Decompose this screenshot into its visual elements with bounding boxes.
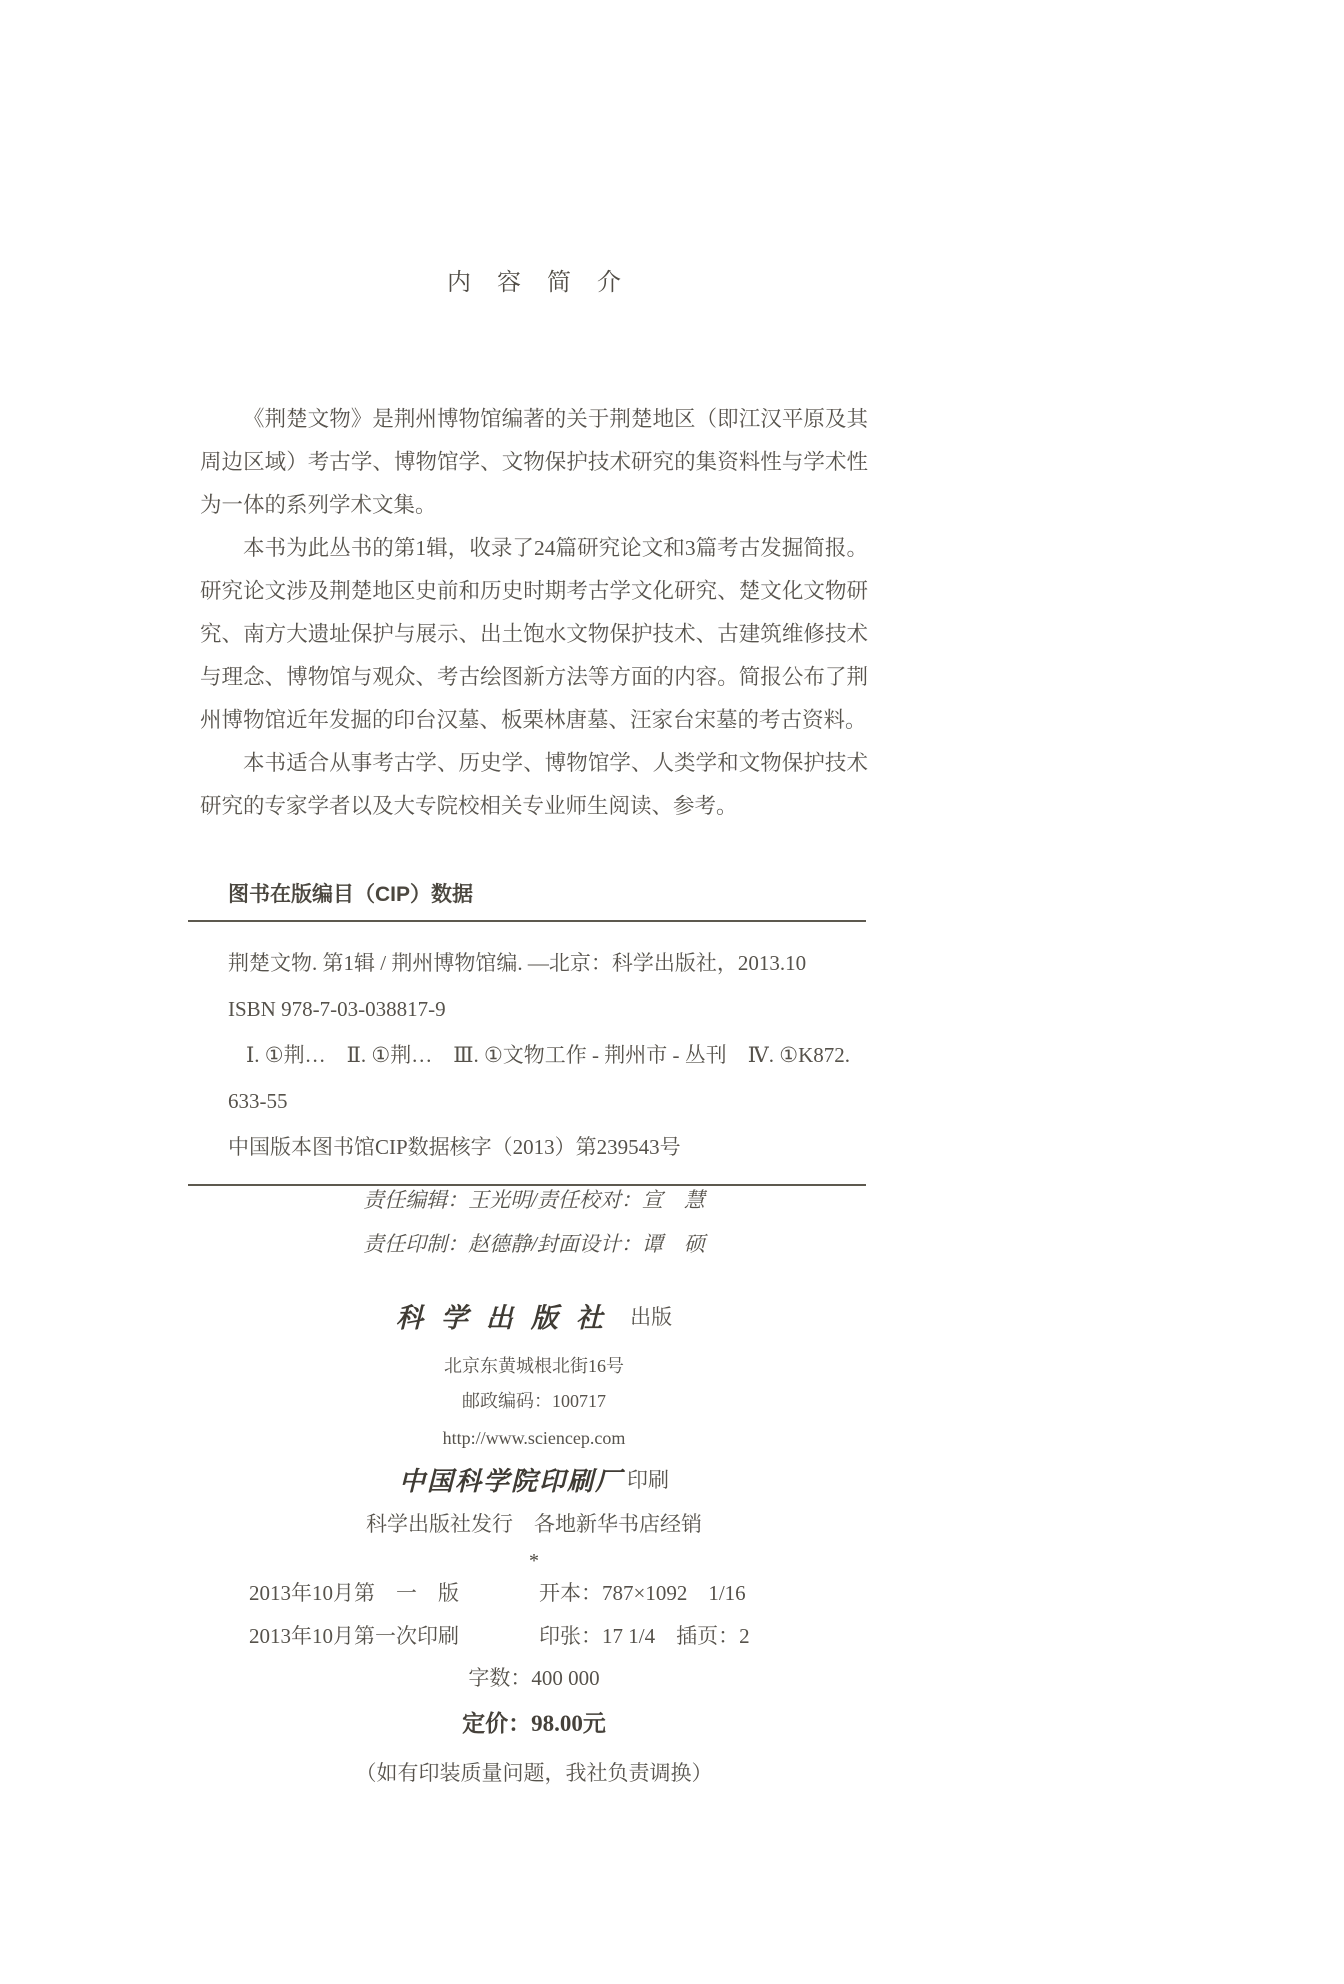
intro-paragraph: 本书为此丛书的第1辑，收录了24篇研究论文和3篇考古发掘简报。研究论文涉及荆楚地区史前和历史时期考古学文化研究、楚文化文物研究、南方大遗址保护与展示、出土饱水文物保护技术、古建筑维修技术与理念、博物馆与观众、考古绘图新方法等方面的内容。简报公布了荆州博物馆近年发掘的印台汉墓、板栗林唐墓、汪家台宋墓的考古资料。 [200,536,868,732]
publisher-name-suffix: 出版 [630,1305,673,1329]
cip-classification-continuation: 633-55 [228,1089,288,1113]
publisher-block [200,1296,868,1578]
distribution-line: 科学出版社发行 各地新华书店经销 [366,1512,702,1536]
word-count-line: 字数：400 000 [468,1666,600,1690]
printer-line [200,1461,868,1498]
publisher-postcode: 邮政编码：100717 [462,1391,606,1411]
cip-data-block [188,878,866,1186]
cip-title-line: 荆楚文物. 第1辑 / 荆州博物馆编. —北京：科学出版社，2013.10 [228,951,807,975]
credits-printing-line: 责任印制：赵德静/封面设计：谭 硕 [363,1232,705,1256]
quality-note: （如有印装质量问题，我社负责调换） [355,1761,713,1785]
publisher-logotype: 科学出版社 [395,1303,621,1333]
colophon-row [200,1572,868,1615]
content-intro-body [200,398,868,828]
credits-editor-line: 责任编辑：王光明/责任校对：宣 慧 [363,1188,705,1212]
printing-line: 2013年10月第一次印刷 [249,1624,459,1648]
cip-record-number-line: 中国版本图书馆CIP数据核字（2013）第239543号 [228,1135,681,1159]
intro-paragraph: 本书适合从事考古学、历史学、博物馆学、人类学和文物保护技术研究的专家学者以及大专院校相关专业师生阅读、参考。 [200,751,868,818]
colophon-row [200,1615,868,1658]
format-line: 开本：787×1092 1/16 [539,1581,746,1605]
separator-asterisk: * [529,1550,539,1572]
price-line: 定价：98.00元 [462,1711,606,1736]
staff-credits [200,1178,868,1266]
publisher-url: http://www.sciencep.com [442,1428,626,1448]
printer-logotype: 中国科学院印刷厂 [398,1467,623,1496]
printer-suffix: 印刷 [627,1468,669,1492]
colophon-block [200,1572,868,1795]
publisher-name-line [200,1296,868,1335]
publisher-address: 北京东黄城根北街16号 [444,1356,624,1376]
cip-isbn-line: ISBN 978-7-03-038817-9 [228,997,446,1021]
content-intro-heading: 内容简介 [447,270,647,296]
cip-classification-line: Ⅰ. ①荆… Ⅱ. ①荆… Ⅲ. ①文物工作 - 荆州市 - 丛刊 Ⅳ. ①K872. [246,1043,851,1067]
sheets-line: 印张：17 1/4 插页：2 [539,1624,750,1648]
cip-lines [188,922,866,1186]
edition-line: 2013年10月第 一 版 [249,1581,459,1605]
cip-heading: 图书在版编目（CIP）数据 [188,878,866,922]
intro-paragraph: 《荆楚文物》是荆州博物馆编著的关于荆楚地区（即江汉平原及其周边区域）考古学、博物馆学、文物保护技术研究的集资料性与学术性为一体的系列学术文集。 [200,407,868,517]
